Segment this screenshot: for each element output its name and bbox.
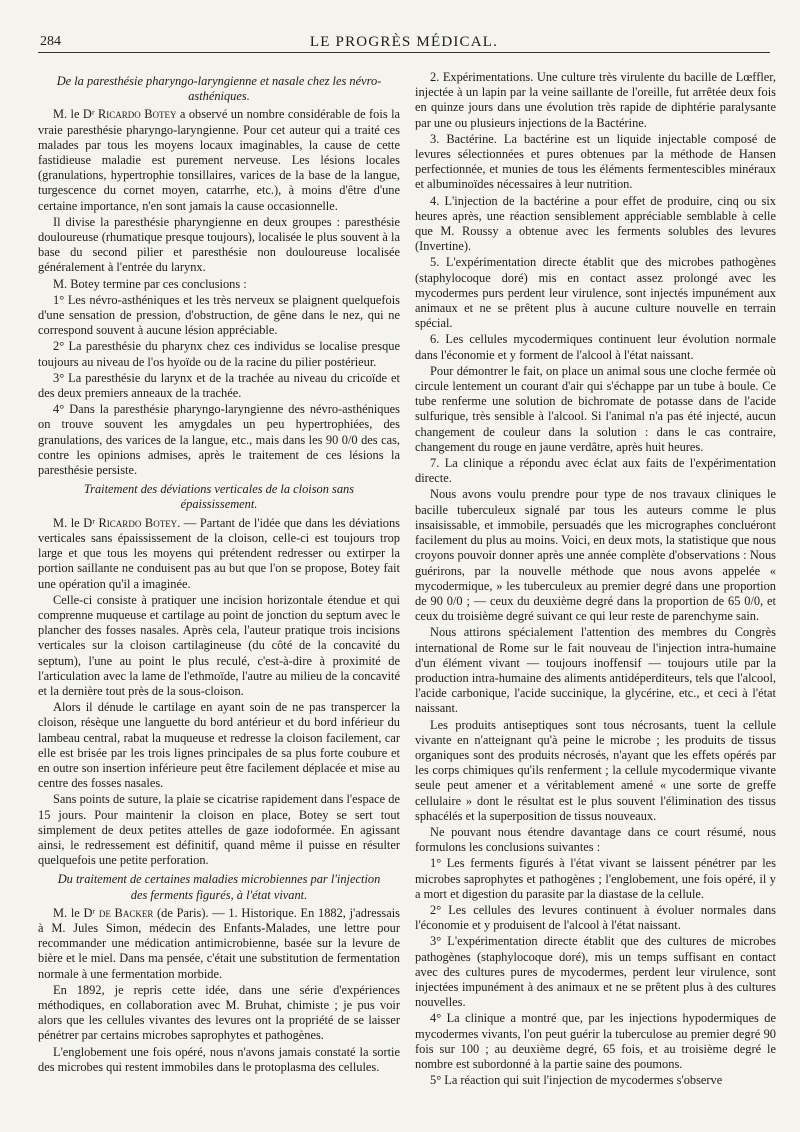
paragraph: 3. Bactérine. La bactérine est un liquide injectable composé de levures sélectionnées et pures obtenues par la méthode de Hansen perfectionnée, et munies de tous les éléments fermentescibles minéraux et albuminoïdes nécessaires à leur nutrition. — [415, 131, 776, 192]
journal-title: LE PROGRÈS MÉDICAL. — [309, 34, 499, 50]
author-prefix: M. le Dʳ — [53, 107, 98, 122]
right-column — [415, 70, 776, 1130]
paragraph: Il divise la paresthésie pharyngienne en deux groupes : paresthésie douloureuse (rhumatique presque toujours), localisée le plus souvent à la base du second pilier et paresthésie non douloureuse localisée généralement à l'entrée du larynx. — [38, 214, 400, 275]
paragraph: Ne pouvant nous étendre davantage dans ce court résumé, nous formulons les conclusions suivantes : — [415, 824, 776, 855]
page-number: 284 — [40, 34, 61, 49]
paragraph: 4° Dans la paresthésie pharyngo-laryngienne des névro-asthéniques on trouve souvent les amygdales un peu hypertrophiées, des granulations, des varices de la langue, etc., mais dans les 90 0/0 des cas, contre les opinions admises, après le traitement de ces lésions la paresthésie persiste. — [38, 402, 400, 478]
author-name: Ricardo Botey — [98, 107, 177, 122]
section-heading: Traitement des déviations verticales de la cloison sans épaississement. — [83, 482, 355, 512]
paragraph: 2. Expérimentations. Une culture très virulente du bacille de Lœffler, injectée à un lapin par la veine saillante de l'oreille, fut arrêtée deux fois en quinze jours dans une évolution très rapide de diphtérie paralysante par une ou plusieurs injections de la Bactérine. — [415, 70, 776, 130]
paragraph: 2° La paresthésie du pharynx chez ces individus se localise presque toujours au niveau de l'os hyoïde ou de la racine du pilier postérieur. — [38, 339, 400, 369]
paragraph — [38, 107, 400, 213]
left-column — [38, 70, 400, 1130]
paragraph: 4° La clinique a montré que, par les injections hypodermiques de mycodermes vivants, l'on peut guérir la tuberculose au premier degré 90 fois sur 100 ; au deuxième degré, 65 fois, et au troisième degré le nombre est subordonné à la partie saine des poumons. — [415, 1011, 776, 1071]
section-heading: Du traitement de certaines maladies microbiennes par l'injection des ferments figurés, à l'état vivant. — [57, 872, 381, 902]
paragraph: 2° Les cellules des levures continuent à évoluer normales dans l'économie et y produisent de l'alcool à l'état naissant. — [415, 902, 776, 933]
paragraph: M. Botey termine par ces conclusions : — [53, 276, 247, 291]
paragraph: 4. L'injection de la bactérine a pour effet de produire, cinq ou six heures après, une réaction sensiblement appréciable semblable à celle que M. Roussy a obtenue avec les ferments solubles des levures (Invertine). — [415, 193, 776, 254]
section-heading: De la paresthésie pharyngo-laryngienne et nasale chez les névro-asthéniques. — [56, 74, 382, 104]
paragraph: 1° Les ferments figurés à l'état vivant se laissent pénétrer par les microbes saprophytes et pathogènes ; l'englobement, une fois opéré, il y a mort et digestion du parasite par la diastase de la cellule. — [415, 856, 776, 901]
paragraph: Celle-ci consiste à pratiquer une incision horizontale étendue et qui comprenne muqueuse et cartilage au point de jonction du septum avec le plancher des fosses nasales. Après cela, l'auteur pratique trois incisions verticales sur la cloison cartilagineuse (du côté de la concavité du septum), l'une au point le plus reculé, c'est-à-dire à proximité de l'articulation avec la lame de l'ethmoïde, l'autre au milieu de la concavité et la dernière tout près de la sous-cloison. — [38, 592, 400, 698]
author-name: de Backer — [98, 905, 154, 920]
page-header — [38, 30, 770, 53]
paragraph: Les produits antiseptiques sont tous nécrosants, tuent la cellule vivante en n'atteignant qu'à peine le microbe ; les produits de tissus organiques sont des produits nécrosés, n'ayant que les effets opérés par les corps chimiques qu'ils renferment ; la cellule mycodermique vivante seule peut amener et a véritablement amené « une sorte de greffe cellulaire » dont le résultat est le plus souvent l'élimination des tissus sphacélés et la superposition de tissus nouveaux. — [415, 717, 776, 823]
paragraph-text: . — Partant de l'idée que dans les déviations verticales sans épaississement de la cloison, celle-ci est toujours trop large et que tous les moyens qui prétendent redresser ou extirper la portion saillante ne conduisent pas au but que l'on se propose, Botey fait une opération qu'il a imaginée. — [38, 515, 400, 591]
paragraph — [38, 516, 400, 592]
paragraph-text: (de Paris). — 1. Historique. En 1882, j'adressais à M. Jules Simon, médecin des Enfants-Malades, une lettre pour recommander une médication antimicrobienne, basée sur la levure de bière et le miel. Dans ma pensée, c'était une substitution de fermentation normale à une fermentation morbide. — [38, 905, 400, 981]
paragraph: 6. Les cellules mycodermiques continuent leur évolution normale dans l'économie et y forment de l'alcool à l'état naissant. — [415, 332, 776, 362]
paragraph: Alors il dénude le cartilage en ayant soin de ne pas transpercer la cloison, résèque une languette du bord antérieur et du bord inférieur du lambeau central, rabat la muqueuse et redresse la cloison facilement, car elle est brisée par les trois lignes principales de sa plus forte coubure et en outre son insertion inférieure peut être facilement déplacée et mise au centre des fosses nasales. — [38, 700, 400, 791]
paragraph: 3° L'expérimentation directe établit que des cultures de microbes pathogènes (staphylocoque doré), mis un temps suffisant en contact avec des cultures pures de mycodermes, perdent leur virulence, sont injectées impunément à des animaux et ne se prêtent plus à des cultures nouvelles. — [415, 934, 776, 1010]
paragraph: 1° Les névro-asthéniques et les très nerveux se plaignent quelquefois d'une sensation de pression, d'obstruction, de gêne dans le nez, qui ne correspond souvent à aucune lésion appréciable. — [38, 292, 400, 338]
paragraph: L'englobement une fois opéré, nous n'avons jamais constaté la sortie des microbes qui restent immobiles dans le protoplasma des cellules. — [38, 1044, 400, 1074]
author-prefix: M. le Dʳ — [53, 905, 99, 920]
paragraph: Nous avons voulu prendre pour type de nos travaux cliniques le bacille tuberculeux signalé par tous les auteurs comme le plus insaisissable, et immobile, persuadés que les micrographes concluéront facilement du plus au moins. Voici, en deux mots, la statistique que nous croyons pouvoir donner après une année complète d'observations : Nous guérirons, par la nouvelle méthode que nous avons appelée « mycodermique, » les tuberculeux au premier degré dans une proportion de 90 0/0 ; — ceux du deuxième degré dans la proportion de 65 0/0, et ceux du troisième degré suivant ce qui leur reste de parenchyme sain. — [415, 487, 776, 624]
paragraph: 5° La réaction qui suit l'injection de mycodermes s'observe — [430, 1073, 723, 1088]
paragraph: 3° La paresthésie du larynx et de la trachée au niveau du cricoïde et des deux premiers anneaux de la trachée. — [38, 370, 400, 401]
paragraph: Sans points de suture, la plaie se cicatrise rapidement dans l'espace de 15 jours. Pour maintenir la cloison en place, Botey se sert tout simplement de deux petites attelles de gaze iodoformée. En agissant ainsi, le redressement est définitif, quand même il puisse en résulter quelquefois une petite perforation. — [38, 792, 400, 868]
paragraph — [38, 906, 400, 982]
paragraph: En 1892, je repris cette idée, dans une série d'expériences méthodiques, en collaboration avec M. Bruhat, chimiste ; je pus voir alors que les cellules vivantes des levures ont la propriété de se laisser pénétrer par certains microbes saprophytes et pathogènes. — [38, 982, 400, 1043]
paragraph: Nous attirons spécialement l'attention des membres du Congrès international de Rome sur le fait nouveau de l'injection intra-humaine d'un élément vivant — toujours inoffensif — toujours utile par la production intra-humaine des aliments antidéperditeurs, tels que l'alcool, l'acide carbonique, l'acide succinique, la glycérine, etc., et ceci à l'état naissant. — [415, 625, 776, 716]
paragraph: Pour démontrer le fait, on place un animal sous une cloche fermée où circule lentement un courant d'air qui s'échappe par un tube à boule. Ce tube renferme une solution de bichromate de potasse dans de l'acide sulfurique, très sensible à l'alcool. Si l'animal n'a pas été injecté, aucun changement de couleur dans la solution : dans le cas contraire, changement du rouge en jaune verdâtre, après huit heures. — [415, 363, 776, 454]
author-name: Ricardo Botey — [98, 515, 178, 530]
paragraph-text: a observé un nombre considérable de fois la vraie paresthésie pharyngo-laryngienne. Pour cet auteur qui a traité ces malades par tous les moyens locaux imaginables, la cause de cette fastidieuse maladie est purement nerveuse. Les lésions locales (granulations, hypertrophie tonsillaires, varices de la base de la langue, turgescence du cornet moyen, catarrhe, etc.), à moins d'être d'une certaine importance, n'en sont jamais la cause occasionnelle. — [38, 107, 400, 213]
paragraph: 5. L'expérimentation directe établit que des microbes pathogènes (staphylocoque doré) mis en contact assez prolongé avec les mycodermes purs perdent leur virulence, sont injectés impunément aux animaux et ne se prêtent plus à aucune culture nouvelle en terrain spécial. — [415, 255, 776, 331]
paragraph: 7. La clinique a répondu avec éclat aux faits de l'expérimentation directe. — [415, 456, 776, 486]
author-prefix: M. le Dʳ — [53, 515, 99, 530]
